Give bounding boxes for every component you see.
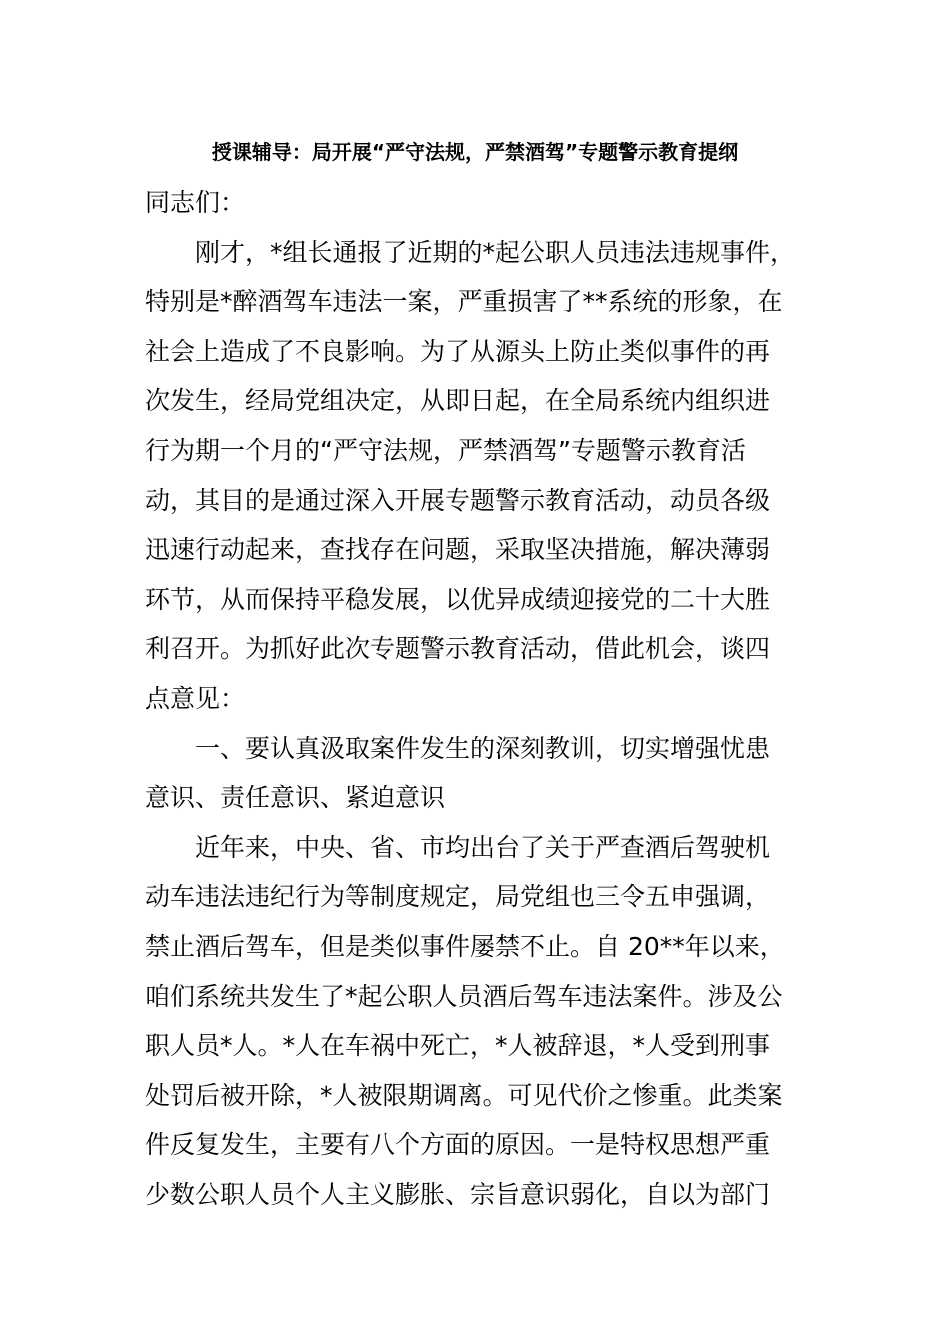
- text-line: 刚才，*组长通报了近期的*起公职人员违法违规事件，: [195, 237, 796, 267]
- heading-line: 一、要认真汲取案件发生的深刻教训，切实增强忧患: [195, 733, 771, 763]
- text-line: 动，其目的是通过深入开展专题警示教育活动，动员各级: [145, 485, 771, 515]
- text-line: 近年来，中央、省、市均出台了关于严查酒后驾驶机: [195, 832, 771, 862]
- greeting: 同志们：: [145, 188, 246, 217]
- text-line: 利召开。为抓好此次专题警示教育活动，借此机会，谈四: [145, 634, 771, 664]
- text-line: 社会上造成了不良影响。为了从源头上防止类似事件的再: [145, 336, 771, 366]
- text-line: 件反复发生，主要有八个方面的原因。一是特权思想严重: [145, 1130, 771, 1160]
- text-line: 迅速行动起来，查找存在问题，采取坚决措施，解决薄弱: [145, 535, 771, 565]
- document-body: [145, 178, 810, 1219]
- text-line: 禁止酒后驾车，但是类似事件屡禁不止。自 20**年以来，: [145, 931, 785, 961]
- heading-line: 意识、责任意识、紧迫意识: [145, 783, 446, 813]
- text-line: 行为期一个月的“严守法规，严禁酒驾”专题警示教育活: [145, 435, 746, 465]
- text-line: 次发生，经局党组决定，从即日起，在全局系统内组织进: [145, 386, 771, 416]
- text-line: 环节，从而保持平稳发展，以优异成绩迎接党的二十大胜: [145, 584, 771, 614]
- section-heading-1: [145, 724, 810, 823]
- text-line: 点意见：: [145, 683, 246, 713]
- text-line: 少数公职人员个人主义膨胀、宗旨意识弱化，自以为部门: [145, 1179, 771, 1209]
- paragraph-section-1: [145, 823, 810, 1220]
- paragraph-intro: [145, 228, 810, 724]
- text-line: 动车违法违纪行为等制度规定，局党组也三令五申强调，: [145, 882, 771, 912]
- text-line: 职人员*人。*人在车祸中死亡，*人被辞退，*人受到刑事: [145, 1031, 771, 1061]
- text-line: 咱们系统共发生了*起公职人员酒后驾车违法案件。涉及公: [145, 981, 783, 1011]
- text-line: 处罚后被开除，*人被限期调离。可见代价之惨重。此类案: [145, 1080, 783, 1110]
- text-line: 特别是*醉酒驾车违法一案，严重损害了**系统的形象，在: [145, 287, 783, 317]
- document-title: 授课辅导：局开展“严守法规，严禁酒驾”专题警示教育提纲: [211, 140, 739, 164]
